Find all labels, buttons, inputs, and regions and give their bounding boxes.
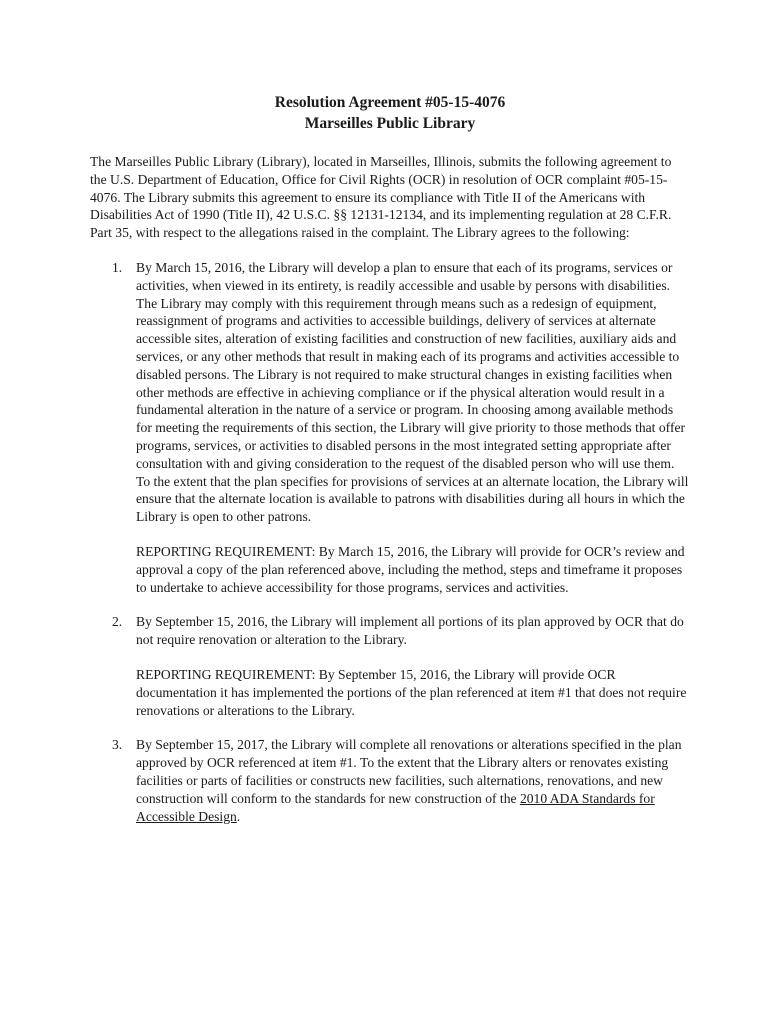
list-item-number: 1.: [112, 259, 123, 275]
document-page: [90, 92, 690, 825]
list-item-text: [136, 736, 690, 825]
list-item-number: 2.: [112, 614, 123, 630]
reporting-requirement: REPORTING REQUIREMENT: By March 15, 2016, the Library will provide for OCR’s review and approval a copy of the plan referenced above, including the method, steps and timeframe it proposes to undertake to achieve accessibility for those programs, services and activities.: [136, 543, 685, 595]
list-item-1: [90, 259, 690, 596]
title-line-1: Resolution Agreement #05-15-4076: [274, 94, 506, 111]
list-item-number: 3.: [112, 737, 123, 753]
reporting-requirement: REPORTING REQUIREMENT: By September 15, 2016, the Library will provide OCR documentation it has implemented the portions of the plan referenced at item #1 that does not require renovations or alterations to the Library.: [136, 666, 687, 718]
intro-paragraph: The Marseilles Public Library (Library), located in Marseilles, Illinois, submits the following agreement to the U.S. Department of Education, Office for Civil Rights (OCR) in resolution of OCR complaint #05-15-4076. The Library submits this agreement to ensure its compliance with Title II of the Americans with Disabilities Act of 1990 (Title II), 42 U.S.C. §§ 12131-12134, and its implementing regulation at 28 C.F.R. Part 35, with respect to the allegations raised in the complaint. The Library agrees to the following:: [90, 154, 672, 241]
list-item-text: By September 15, 2016, the Library will implement all portions of its plan approved by OCR that do not require renovation or alteration to the Library.: [136, 614, 684, 648]
list-item-3: [90, 736, 690, 825]
title-line-2: Marseilles Public Library: [304, 115, 476, 132]
ada-standards-link[interactable]: 2010 ADA Standards for Accessible Design: [136, 790, 655, 824]
document-title: [90, 92, 690, 134]
list-item-2: [90, 613, 690, 719]
list-item-text: By March 15, 2016, the Library will develop a plan to ensure that each of its programs, services or activities, when viewed in its entirety, is readily accessible and usable by persons with disabilities. The Library may comply with this requirement through means such as a redesign of equipment, reassignment of programs and activities to accessible buildings, delivery of services at alternate accessible sites, alteration of existing facilities and construction of new facilities, auxiliary aids and services, or any other methods that result in making each of its programs and activities accessible to disabled persons. The Library is not required to make structural changes in existing facilities when other methods are effective in achieving compliance or if the physical alteration would result in a fundamental alteration in the nature of a service or program. In choosing among available methods for meeting the requirements of this section, the Library will give priority to those methods that offer programs, services, or activities to disabled persons in the most integrated setting appropriate after consultation with and giving consideration to the request of the disabled person who will use them. To the extent that the plan specifies for provisions of services at an alternate location, the Library will ensure that the alternate location is available to patrons with disabilities during all hours in which the Library is open to other patrons.: [136, 259, 689, 525]
list-item-text-end: .: [236, 808, 241, 824]
list-item-text-body: By September 15, 2017, the Library will complete all renovations or alterations specified in the plan approved by OCR referenced at item #1. To the extent that the Library alters or renovates existing facilities or parts of facilities or constructs new facilities, such alternations, renovations, and new construction will conform to the standards for new construction of the: [136, 737, 682, 806]
